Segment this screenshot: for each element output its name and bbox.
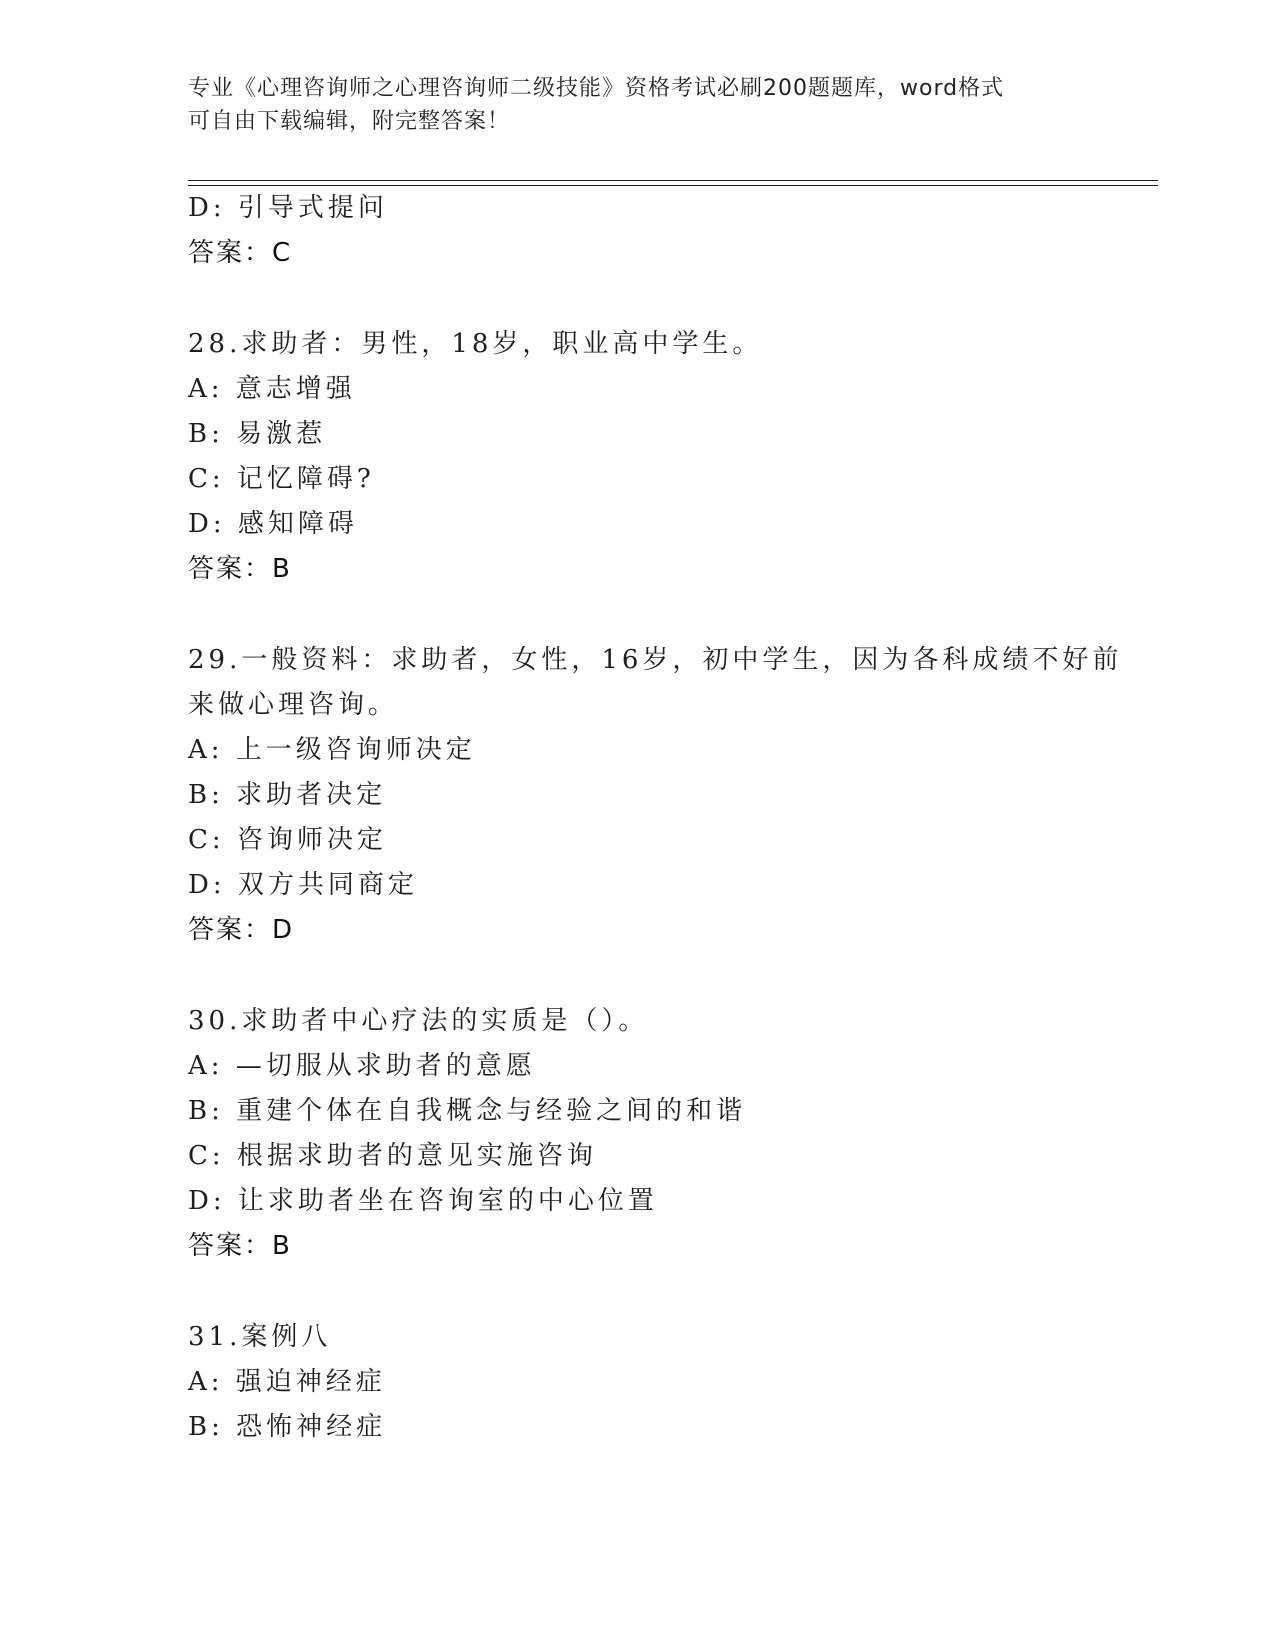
q28-option-d: D: 感知障碍 xyxy=(188,509,358,539)
header-divider-bottom xyxy=(188,185,1158,186)
header-divider-top xyxy=(188,180,1158,181)
q30-option-b: B: 重建个体在自我概念与经验之间的和谐 xyxy=(188,1096,747,1126)
document-header xyxy=(188,72,1068,138)
q28-answer: 答案：B xyxy=(188,554,292,584)
header-title-line-1: 专业《心理咨询师之心理咨询师二级技能》资格考试必刷200题题库，word格式 xyxy=(188,76,1005,101)
q30-option-a: A: —切服从求助者的意愿 xyxy=(188,1051,536,1081)
q29-question-line-2: 来做心理咨询。 xyxy=(188,690,399,720)
q29-answer: 答案：D xyxy=(188,915,295,945)
q28-option-c: C: 记忆障碍? xyxy=(188,464,375,494)
q30-option-c: C: 根据求助者的意见实施咨询 xyxy=(188,1141,597,1171)
q29-option-a: A: 上一级咨询师决定 xyxy=(188,735,476,765)
q29-option-d: D: 双方共同商定 xyxy=(188,870,418,900)
q29-question-line-1: 29.一般资料：求助者，女性，16岁，初中学生，因为各科成绩不好前 xyxy=(188,645,1123,675)
q30-answer: 答案：B xyxy=(188,1231,292,1261)
q30-option-d: D: 让求助者坐在咨询室的中心位置 xyxy=(188,1186,658,1216)
q28-question: 28.求助者：男性，18岁，职业高中学生。 xyxy=(188,329,763,359)
q29-option-c: C: 咨询师决定 xyxy=(188,825,387,855)
q30-question: 30.求助者中心疗法的实质是（）。 xyxy=(188,1006,649,1036)
q28-option-b: B: 易激惹 xyxy=(188,419,327,449)
q31-option-a: A: 强迫神经症 xyxy=(188,1367,386,1397)
q31-question: 31.案例八 xyxy=(188,1322,332,1352)
q31-option-b: B: 恐怖神经症 xyxy=(188,1412,387,1442)
q28-option-a: A: 意志增强 xyxy=(188,374,356,404)
q27-answer: 答案：C xyxy=(188,238,293,268)
q29-option-b: B: 求助者决定 xyxy=(188,780,387,810)
q27-option-d: D: 引导式提问 xyxy=(188,193,388,223)
header-title-line-2: 可自由下载编辑，附完整答案！ xyxy=(188,109,511,134)
